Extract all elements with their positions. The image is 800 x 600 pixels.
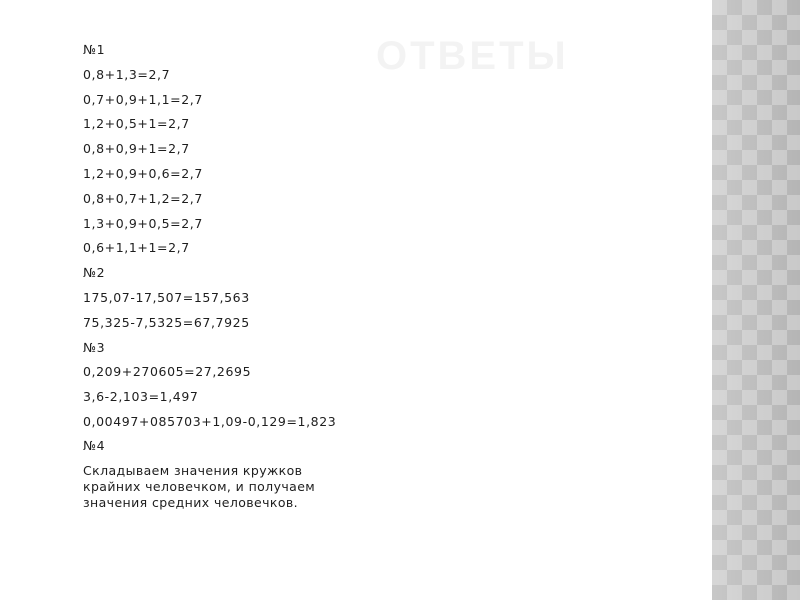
task4-text: Складываем значения кружков крайних человечком, и получаем значения средних человечков. (83, 462, 316, 510)
decorative-side-panel (712, 0, 800, 600)
task1-line-7: 1,3+0,9+0,5=2,7 (83, 215, 203, 231)
task1-line-6: 0,8+0,7+1,2=2,7 (83, 190, 203, 206)
task3-line-1: 0,209+270605=27,2695 (83, 364, 252, 380)
task1-heading: №1 (83, 42, 106, 57)
task1-line-4: 0,8+0,9+1=2,7 (83, 141, 190, 157)
task3-line-2: 3,6-2,103=1,497 (83, 389, 199, 405)
task2-line-2: 75,325-7,5325=67,7925 (83, 314, 250, 330)
task1-line-1: 0,8+1,3=2,7 (83, 66, 171, 82)
task3-heading: №3 (83, 339, 106, 355)
side-panel-overlay (712, 0, 800, 600)
task2-heading: №2 (83, 265, 106, 281)
task1-line-8: 0,6+1,1+1=2,7 (83, 240, 190, 256)
task3-line-3: 0,00497+085703+1,09-0,129=1,823 (83, 413, 337, 429)
task1-line-5: 1,2+0,9+0,6=2,7 (83, 165, 203, 181)
task1-line-3: 1,2+0,5+1=2,7 (83, 116, 190, 132)
task2-line-1: 175,07-17,507=157,563 (83, 289, 250, 305)
task4-heading: №4 (83, 437, 106, 453)
task1-line-2: 0,7+0,9+1,1=2,7 (83, 91, 203, 107)
slide-title: ОТВЕТЫ (376, 34, 569, 78)
answers-content (83, 42, 345, 511)
